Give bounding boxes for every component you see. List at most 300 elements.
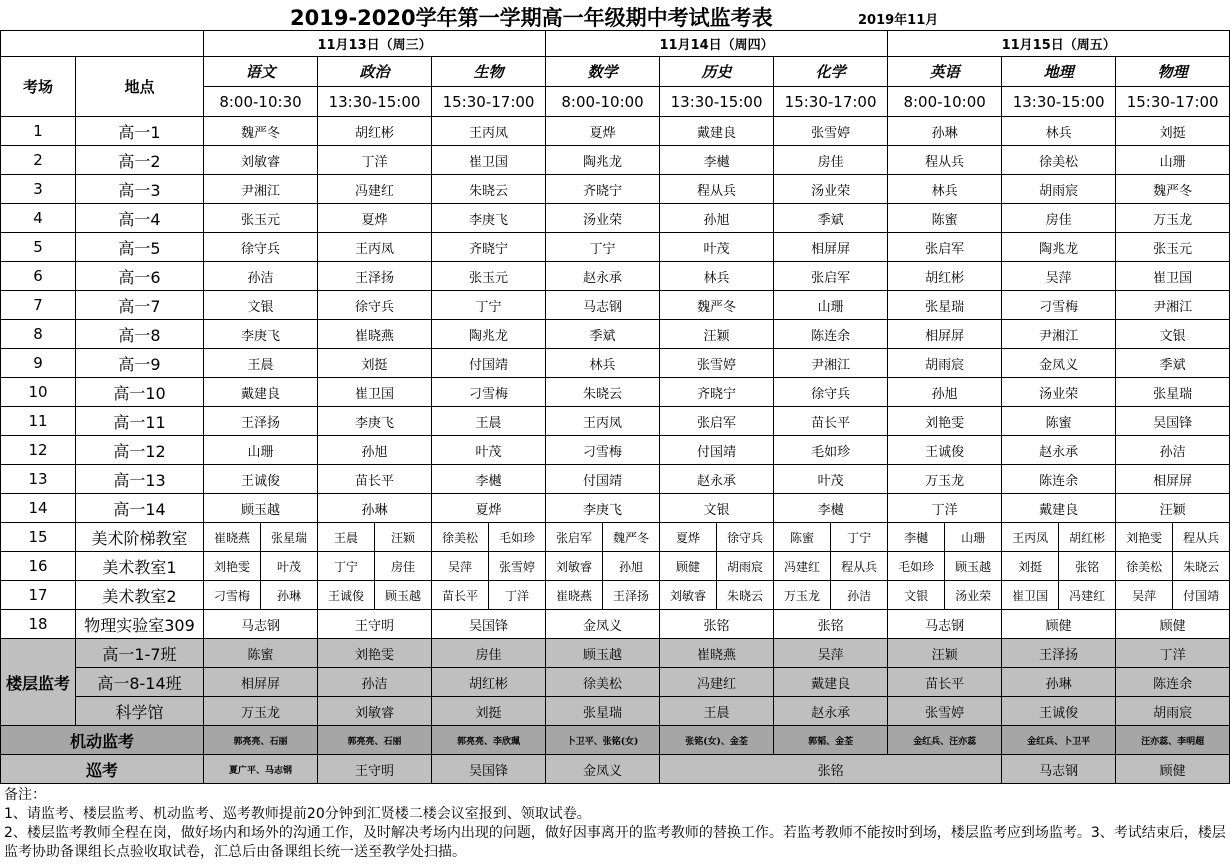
proctor-name: 齐晓宁 [546,175,660,204]
proctor-name: 吴萍 [1002,262,1116,291]
proctor-name: 陶兆龙 [1002,233,1116,262]
proctor-name: 尹湘江 [1002,320,1116,349]
room-location: 高一1 [76,117,204,146]
floor-monitor-name: 丁洋 [1116,639,1230,668]
floor-monitor-name: 徐美松 [546,668,660,697]
proctor-name: 齐晓宁 [660,378,774,407]
floor-monitor-name: 孙洁 [318,668,432,697]
proctor-name: 王泽扬 [318,262,432,291]
proctor-name: 赵永承 [1002,436,1116,465]
proctor-name: 陶兆龙 [432,320,546,349]
proctor-name: 朱晓云 [1173,552,1230,581]
proctor-name: 夏烨 [432,494,546,523]
time-header: 8:00-10:00 [546,87,660,117]
proctor-name: 赵永承 [660,465,774,494]
proctor-name: 孙琳 [888,117,1002,146]
proctor-name: 张启军 [660,407,774,436]
subject-header: 政治 [318,57,432,87]
proctor-name: 魏严冬 [1116,175,1230,204]
mobile-monitor-name: 郭亮亮、石丽 [204,726,318,755]
proctor-name: 付国靖 [660,436,774,465]
proctor-name: 丁洋 [318,146,432,175]
proctor-name: 张雪婷 [774,117,888,146]
proctor-name: 孙洁 [831,581,888,610]
table-row [1,465,1230,494]
proctor-name: 张启军 [774,262,888,291]
proctor-name: 陈连余 [774,320,888,349]
header-room: 考场 [1,57,76,117]
proctor-name: 崔卫国 [1002,581,1059,610]
time-header: 15:30-17:00 [432,87,546,117]
room-location: 高一6 [76,262,204,291]
proctor-name: 胡雨宸 [717,552,774,581]
proctor-name: 相屏屏 [888,320,1002,349]
proctor-name: 叶茂 [432,436,546,465]
floor-monitor-name: 王晨 [660,697,774,726]
proctor-name: 吴萍 [432,552,489,581]
proctor-name: 王晨 [204,349,318,378]
proctor-name: 孙琳 [318,494,432,523]
proctor-name: 付国靖 [1173,581,1230,610]
day-date: 11月13日（周三） [204,31,546,57]
table-row [1,523,1230,552]
mobile-monitor-label: 机动监考 [1,726,204,755]
floor-monitor-name: 陈连余 [1116,668,1230,697]
patrol-name: 顾健 [1116,755,1230,784]
proctor-name: 戴建良 [204,378,318,407]
time-header: 15:30-17:00 [774,87,888,117]
day-date: 11月15日（周五） [888,31,1230,57]
room-number: 4 [1,204,76,233]
table-row [1,233,1230,262]
proctor-name: 张星瑞 [1116,378,1230,407]
proctor-name: 王晨 [432,407,546,436]
proctor-name: 崔晓燕 [204,523,261,552]
proctor-name: 陈蜜 [1002,407,1116,436]
proctor-name: 崔卫国 [432,146,546,175]
proctor-name: 孙旭 [318,436,432,465]
proctor-name: 朱晓云 [717,581,774,610]
table-row [1,378,1230,407]
proctor-name: 崔晓燕 [546,581,603,610]
proctor-name: 苗长平 [432,581,489,610]
proctor-name: 季斌 [774,204,888,233]
room-location: 高一10 [76,378,204,407]
room-number: 3 [1,175,76,204]
proctor-name: 孙旭 [888,378,1002,407]
floor-location: 高一8-14班 [76,668,204,697]
proctor-name: 刁雪梅 [432,378,546,407]
proctor-name: 山珊 [945,523,1002,552]
proctor-name: 李庚飞 [318,407,432,436]
proctor-name: 徐美松 [1116,552,1173,581]
proctor-name: 孙洁 [1116,436,1230,465]
proctor-name: 徐守兵 [774,378,888,407]
proctor-name: 王诚俊 [204,465,318,494]
proctor-name: 陈蜜 [774,523,831,552]
proctor-name: 毛如珍 [888,552,945,581]
floor-monitor-name: 吴萍 [774,639,888,668]
proctor-name: 胡红彬 [1059,523,1116,552]
proctor-name: 李樾 [660,146,774,175]
proctor-name: 文银 [660,494,774,523]
proctor-name: 王丙凤 [546,407,660,436]
proctor-name: 程从兵 [1173,523,1230,552]
floor-monitor-name: 赵永承 [774,697,888,726]
proctor-name: 魏严冬 [204,117,318,146]
room-location: 物理实验室309 [76,610,204,639]
proctor-name: 刘艳雯 [888,407,1002,436]
proctor-name: 徐守兵 [204,233,318,262]
floor-monitor-name: 王诚俊 [1002,697,1116,726]
time-header: 15:30-17:00 [1116,87,1230,117]
room-number: 9 [1,349,76,378]
proctor-name: 张铭 [774,610,888,639]
proctor-name: 张铭 [1059,552,1116,581]
schedule-table [0,30,1230,784]
proctor-name: 尹湘江 [1116,291,1230,320]
proctor-name: 相屏屏 [774,233,888,262]
proctor-name: 孙旭 [660,204,774,233]
patrol-name: 王守明 [318,755,432,784]
subject-header: 语文 [204,57,318,87]
floor-monitor-name: 相屏屏 [204,668,318,697]
proctor-name: 李樾 [432,465,546,494]
proctor-name: 山珊 [774,291,888,320]
table-row [1,57,1230,87]
room-number: 5 [1,233,76,262]
table-row [1,31,1230,57]
table-row [1,175,1230,204]
time-header: 13:30-15:00 [318,87,432,117]
proctor-name: 魏严冬 [660,291,774,320]
proctor-name: 赵永承 [546,262,660,291]
subject-header: 英语 [888,57,1002,87]
table-row [1,755,1230,784]
room-location: 美术教室1 [76,552,204,581]
proctor-name: 李庚飞 [432,204,546,233]
room-number: 17 [1,581,76,610]
subject-header: 历史 [660,57,774,87]
floor-monitor-name: 崔晓燕 [660,639,774,668]
notes-line-1: 1、请监考、楼层监考、机动监考、巡考教师提前20分钟到汇贤楼二楼会议室报到、领取试卷。 [4,806,591,822]
proctor-name: 汤业荣 [774,175,888,204]
proctor-name: 王丙凤 [318,233,432,262]
proctor-name: 徐美松 [1002,146,1116,175]
proctor-name: 王守明 [318,610,432,639]
proctor-name: 季斌 [1116,349,1230,378]
proctor-name: 冯建红 [774,552,831,581]
table-row [1,349,1230,378]
proctor-name: 孙旭 [603,552,660,581]
proctor-name: 马志钢 [546,291,660,320]
proctor-name: 刘挺 [1116,117,1230,146]
proctor-name: 李庚飞 [204,320,318,349]
proctor-name: 季斌 [546,320,660,349]
proctor-name: 房佳 [774,146,888,175]
proctor-name: 陶兆龙 [546,146,660,175]
proctor-name: 汪颖 [375,523,432,552]
patrol-name: 夏广平、马志钢 [204,755,318,784]
room-number: 16 [1,552,76,581]
proctor-name: 张玉元 [204,204,318,233]
proctor-name: 崔晓燕 [318,320,432,349]
proctor-name: 程从兵 [888,146,1002,175]
proctor-name: 顾玉越 [375,581,432,610]
floor-location: 高一1-7班 [76,639,204,668]
proctor-name: 马志钢 [204,610,318,639]
proctor-name: 孙琳 [261,581,318,610]
proctor-name: 叶茂 [660,233,774,262]
proctor-name: 丁宁 [318,552,375,581]
proctor-name: 王泽扬 [603,581,660,610]
table-row [1,146,1230,175]
proctor-name: 崔卫国 [1116,262,1230,291]
floor-monitor-name: 顾玉越 [546,639,660,668]
room-location: 高一8 [76,320,204,349]
room-location: 高一4 [76,204,204,233]
proctor-name: 万玉龙 [1116,204,1230,233]
floor-monitor-name: 陈蜜 [204,639,318,668]
proctor-name: 马志钢 [888,610,1002,639]
proctor-name: 陈蜜 [888,204,1002,233]
proctor-name: 张铭 [660,610,774,639]
table-row [1,668,1230,697]
proctor-name: 张雪婷 [489,552,546,581]
proctor-name: 戴建良 [1002,494,1116,523]
mobile-monitor-name: 郭韬、金荃 [774,726,888,755]
table-row [1,291,1230,320]
floor-location: 科学馆 [76,697,204,726]
proctor-name: 徐守兵 [717,523,774,552]
floor-monitor-name: 张星瑞 [546,697,660,726]
proctor-name: 张启军 [888,233,1002,262]
proctor-name: 叶茂 [261,552,318,581]
subject-header: 化学 [774,57,888,87]
room-number: 14 [1,494,76,523]
table-row [1,262,1230,291]
proctor-name: 叶茂 [774,465,888,494]
proctor-name: 刘艳雯 [1116,523,1173,552]
header-corner [1,31,204,57]
proctor-name: 张玉元 [432,262,546,291]
proctor-name: 林兵 [546,349,660,378]
floor-monitor-name: 刘艳雯 [318,639,432,668]
proctor-name: 顾健 [660,552,717,581]
notes-line-2: 2、楼层监考教师全程在岗，做好场内和场外的沟通工作，及时解决考场内出现的问题，做好因事离开的监考教师的替换工作。若监考教师不能按时到场，楼层监考应到场监考。3、考试结束后，楼层监考协助备课组长点验收取试卷，汇总后由备课组长统一送至教学处扫描。 [4,825,1226,860]
room-number: 11 [1,407,76,436]
subject-header: 生物 [432,57,546,87]
table-row [1,726,1230,755]
proctor-name: 吴萍 [1116,581,1173,610]
room-number: 7 [1,291,76,320]
proctor-name: 程从兵 [831,552,888,581]
proctor-name: 魏严冬 [603,523,660,552]
proctor-name: 付国靖 [432,349,546,378]
proctor-name: 汤业荣 [1002,378,1116,407]
room-number: 10 [1,378,76,407]
proctor-name: 丁洋 [888,494,1002,523]
table-row [1,581,1230,610]
proctor-name: 相屏屏 [1116,465,1230,494]
notes-heading: 备注： [4,787,46,803]
proctor-name: 张雪婷 [660,349,774,378]
proctor-name: 胡雨宸 [888,349,1002,378]
proctor-name: 程从兵 [660,175,774,204]
time-header: 8:00-10:00 [888,87,1002,117]
floor-monitor-label: 楼层监考 [1,639,76,726]
table-row [1,204,1230,233]
room-number: 15 [1,523,76,552]
proctor-name: 朱晓云 [432,175,546,204]
floor-monitor-name: 万玉龙 [204,697,318,726]
time-header: 8:00-10:30 [204,87,318,117]
proctor-name: 吴国锋 [432,610,546,639]
room-location: 高一7 [76,291,204,320]
floor-monitor-name: 刘敏睿 [318,697,432,726]
proctor-name: 王丙凤 [1002,523,1059,552]
proctor-name: 汪颖 [1116,494,1230,523]
patrol-name: 吴国锋 [432,755,546,784]
proctor-name: 苗长平 [318,465,432,494]
page-title: 2019-2020学年第一学期高一年级期中考试监考表 [290,6,773,30]
table-row [1,117,1230,146]
floor-monitor-name: 汪颖 [888,639,1002,668]
floor-monitor-name: 孙琳 [1002,668,1116,697]
proctor-name: 夏烨 [660,523,717,552]
proctor-name: 丁洋 [489,581,546,610]
room-location: 高一3 [76,175,204,204]
notes [0,784,1230,864]
proctor-name: 王诚俊 [318,581,375,610]
proctor-name: 毛如珍 [489,523,546,552]
floor-monitor-name: 张雪婷 [888,697,1002,726]
proctor-name: 刘挺 [1002,552,1059,581]
day-date: 11月14日（周四） [546,31,888,57]
proctor-name: 王泽扬 [204,407,318,436]
proctor-name: 齐晓宁 [432,233,546,262]
proctor-name: 金凤义 [546,610,660,639]
proctor-name: 李樾 [774,494,888,523]
table-row [1,320,1230,349]
proctor-name: 徐美松 [432,523,489,552]
floor-monitor-name: 胡雨宸 [1116,697,1230,726]
room-number: 12 [1,436,76,465]
proctor-name: 王晨 [318,523,375,552]
proctor-name: 汤业荣 [546,204,660,233]
table-row [1,436,1230,465]
patrol-name: 张铭 [660,755,1002,784]
room-location: 高一2 [76,146,204,175]
proctor-name: 尹湘江 [204,175,318,204]
proctor-name: 顾玉越 [945,552,1002,581]
proctor-name: 林兵 [888,175,1002,204]
proctor-name: 胡雨宸 [1002,175,1116,204]
floor-monitor-name: 戴建良 [774,668,888,697]
subject-header: 数学 [546,57,660,87]
proctor-name: 万玉龙 [774,581,831,610]
table-row [1,494,1230,523]
proctor-name: 付国靖 [546,465,660,494]
proctor-name: 张星瑞 [888,291,1002,320]
proctor-name: 李樾 [888,523,945,552]
floor-monitor-name: 苗长平 [888,668,1002,697]
proctor-name: 顾玉越 [204,494,318,523]
mobile-monitor-name: 郭亮亮、石丽 [318,726,432,755]
floor-monitor-name: 胡红彬 [432,668,546,697]
table-row [1,697,1230,726]
table-row [1,639,1230,668]
proctor-name: 李庚飞 [546,494,660,523]
room-location: 高一13 [76,465,204,494]
proctor-name: 刘敏睿 [204,146,318,175]
mobile-monitor-name: 郭亮亮、李欣珮 [432,726,546,755]
floor-monitor-name: 王泽扬 [1002,639,1116,668]
proctor-name: 刘挺 [318,349,432,378]
proctor-name: 房佳 [375,552,432,581]
proctor-name: 山珊 [204,436,318,465]
room-number: 6 [1,262,76,291]
proctor-name: 夏烨 [318,204,432,233]
room-location: 美术阶梯教室 [76,523,204,552]
proctor-name: 苗长平 [774,407,888,436]
proctor-name: 戴建良 [660,117,774,146]
proctor-name: 文银 [1116,320,1230,349]
subject-header: 地理 [1002,57,1116,87]
room-location: 高一14 [76,494,204,523]
proctor-name: 顾健 [1002,610,1116,639]
proctor-name: 刁雪梅 [204,581,261,610]
room-number: 13 [1,465,76,494]
proctor-name: 胡红彬 [888,262,1002,291]
proctor-name: 文银 [888,581,945,610]
table-row [1,610,1230,639]
proctor-name: 夏烨 [546,117,660,146]
proctor-name: 林兵 [1002,117,1116,146]
proctor-name: 万玉龙 [888,465,1002,494]
floor-monitor-name: 刘挺 [432,697,546,726]
proctor-name: 吴国锋 [1116,407,1230,436]
proctor-name: 张星瑞 [261,523,318,552]
room-location: 美术教室2 [76,581,204,610]
title-date: 2019年11月 [858,13,939,28]
proctor-name: 陈连余 [1002,465,1116,494]
table-row [1,407,1230,436]
subject-header: 物理 [1116,57,1230,87]
room-number: 1 [1,117,76,146]
room-number: 18 [1,610,76,639]
proctor-name: 汤业荣 [945,581,1002,610]
patrol-name: 金凤义 [546,755,660,784]
mobile-monitor-name: 金红兵、卜卫平 [1002,726,1116,755]
proctor-name: 尹湘江 [774,349,888,378]
proctor-name: 房佳 [1002,204,1116,233]
time-header: 13:30-15:00 [660,87,774,117]
proctor-name: 崔卫国 [318,378,432,407]
proctor-name: 王诚俊 [888,436,1002,465]
proctor-name: 林兵 [660,262,774,291]
proctor-name: 徐守兵 [318,291,432,320]
patrol-label: 巡考 [1,755,204,784]
proctor-name: 金凤义 [1002,349,1116,378]
title-bar [0,0,1230,30]
proctor-name: 胡红彬 [318,117,432,146]
proctor-name: 刘艳雯 [204,552,261,581]
time-header: 13:30-15:00 [1002,87,1116,117]
proctor-name: 刁雪梅 [546,436,660,465]
room-location: 高一9 [76,349,204,378]
proctor-name: 文银 [204,291,318,320]
